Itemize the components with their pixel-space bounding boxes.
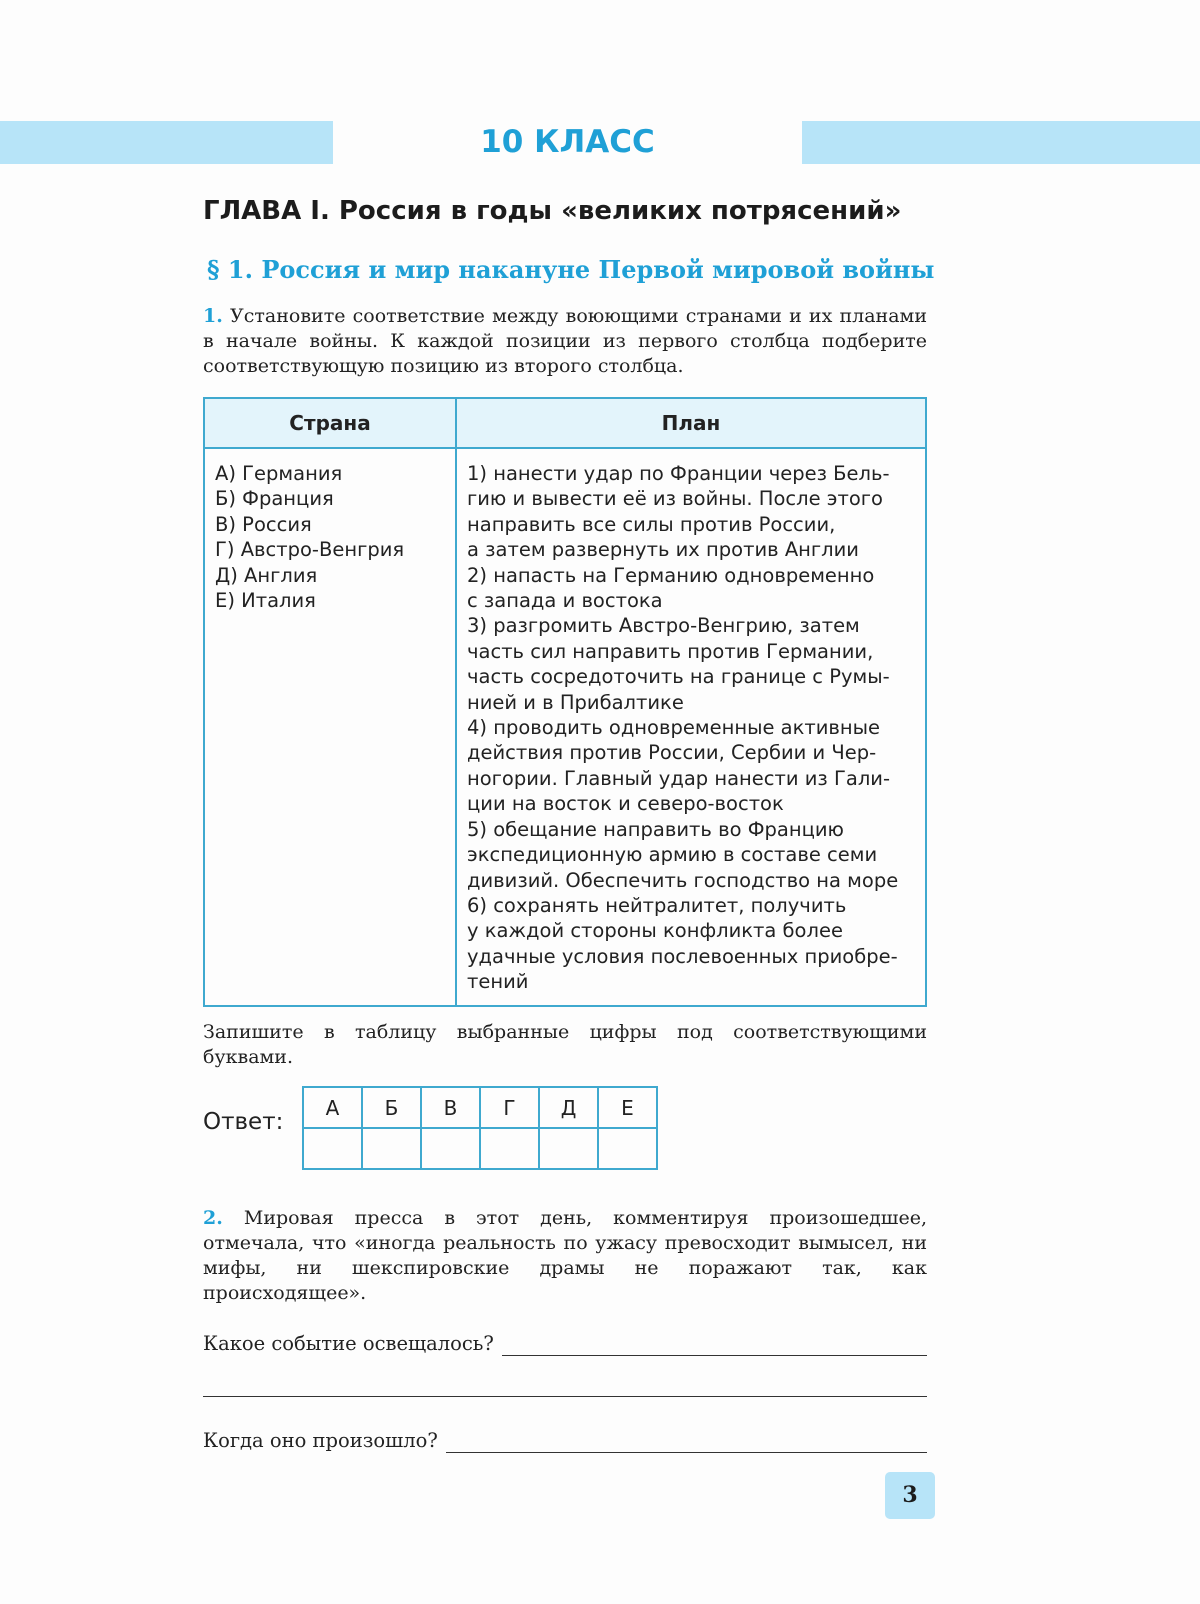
plan-line: дивизий. Обеспечить господство на море — [467, 868, 899, 892]
plan-line: ногории. Главный удар нанести из Гали- — [467, 766, 890, 790]
plan-list — [456, 448, 926, 1006]
task1-text — [203, 304, 927, 379]
answer-line-date[interactable] — [446, 1430, 927, 1453]
answer-letter: А — [303, 1087, 362, 1128]
chapter-title: ГЛАВА I. Россия в годы «великих потрясений» — [203, 196, 902, 226]
question-event — [203, 1326, 927, 1356]
plan-line: действия против России, Сербии и Чер- — [467, 741, 877, 765]
header-band-right — [802, 121, 1200, 164]
plan-line: 6) сохранять нейтралитет, получить — [467, 893, 847, 917]
answer-label: Ответ: — [203, 1109, 284, 1135]
answer-letter: Г — [480, 1087, 539, 1128]
plan-line: удачные условия послевоенных приобре- — [467, 944, 898, 968]
task1-number: 1. — [203, 305, 223, 327]
answer-table — [302, 1086, 658, 1170]
answer-letter: Е — [598, 1087, 657, 1128]
answer-cell[interactable] — [362, 1128, 421, 1169]
country-item: Б) Франция — [215, 487, 334, 511]
plan-line: часть сосредоточить на границе с Румы- — [467, 665, 890, 689]
plan-line: часть сил направить против Германии, — [467, 639, 874, 663]
country-item: Г) Австро-Венгрия — [215, 538, 405, 562]
country-item: А) Германия — [215, 462, 343, 485]
answer-line-event[interactable] — [502, 1333, 927, 1356]
answer-letter: Б — [362, 1087, 421, 1128]
grade-title: 10 КЛАСС — [480, 124, 655, 160]
answer-cell[interactable] — [598, 1128, 657, 1169]
answer-cell[interactable] — [539, 1128, 598, 1169]
section-title: § 1. Россия и мир накануне Первой мировой войны — [207, 255, 935, 284]
plan-line: 4) проводить одновременные активные — [467, 716, 881, 740]
country-item: Д) Англия — [215, 563, 318, 587]
plan-line: 5) обещание направить во Францию — [467, 817, 844, 841]
task1-body: Установите соответствие между воюющими странами и их планами в начале войны. К каждой позиции из первого столбца подберите соответствующую позицию из второго столбца. — [203, 305, 927, 377]
page-number: 3 — [885, 1472, 935, 1519]
plan-line: ции на восток и северо-восток — [467, 792, 784, 816]
answer-cell[interactable] — [421, 1128, 480, 1169]
matching-table — [203, 397, 927, 1007]
answer-letter: В — [421, 1087, 480, 1128]
plan-line: у каждой стороны конфликта более — [467, 919, 843, 943]
header-band-left — [0, 121, 333, 164]
table-header-country: Страна — [204, 398, 456, 448]
country-item: В) Россия — [215, 512, 312, 536]
country-item: Е) Италия — [215, 589, 316, 613]
table-header-plan: План — [456, 398, 926, 448]
plan-line: направить все силы против России, — [467, 512, 836, 536]
task2-number: 2. — [203, 1207, 223, 1229]
plan-line: тений — [467, 970, 529, 994]
answer-cell[interactable] — [480, 1128, 539, 1169]
plan-line: 3) разгромить Австро-Венгрию, затем — [467, 614, 860, 638]
plan-line: гию и вывести её из войны. После этого — [467, 487, 883, 511]
plan-line: 2) напасть на Германию одновременно — [467, 563, 875, 587]
plan-line: 1) нанести удар по Франции через Бель- — [467, 462, 890, 485]
plan-line: нией и в Прибалтике — [467, 690, 684, 714]
task2-body: Мировая пресса в этот день, комментируя произошедшее, отмечала, что «иногда реальность по ужасу превосходит вымысел, ни мифы, ни шекспировские драмы не поражают так, как происходящее». — [203, 1207, 928, 1304]
answer-cell[interactable] — [303, 1128, 362, 1169]
question-date-label: Когда оно произошло? — [203, 1429, 438, 1452]
answer-letter: Д — [539, 1087, 598, 1128]
question-date — [203, 1423, 927, 1453]
task1-instruction: Запишите в таблицу выбранные цифры под соответствующими буквами. — [203, 1021, 927, 1068]
answer-line-extra[interactable] — [203, 1396, 927, 1397]
country-list — [204, 448, 456, 1006]
plan-line: экспедиционную армию в составе семи — [467, 843, 878, 867]
task2-text — [203, 1206, 927, 1306]
plan-line: а затем развернуть их против Англии — [467, 538, 859, 562]
plan-line: с запада и востока — [467, 589, 663, 613]
question-event-label: Какое событие освещалось? — [203, 1332, 494, 1355]
